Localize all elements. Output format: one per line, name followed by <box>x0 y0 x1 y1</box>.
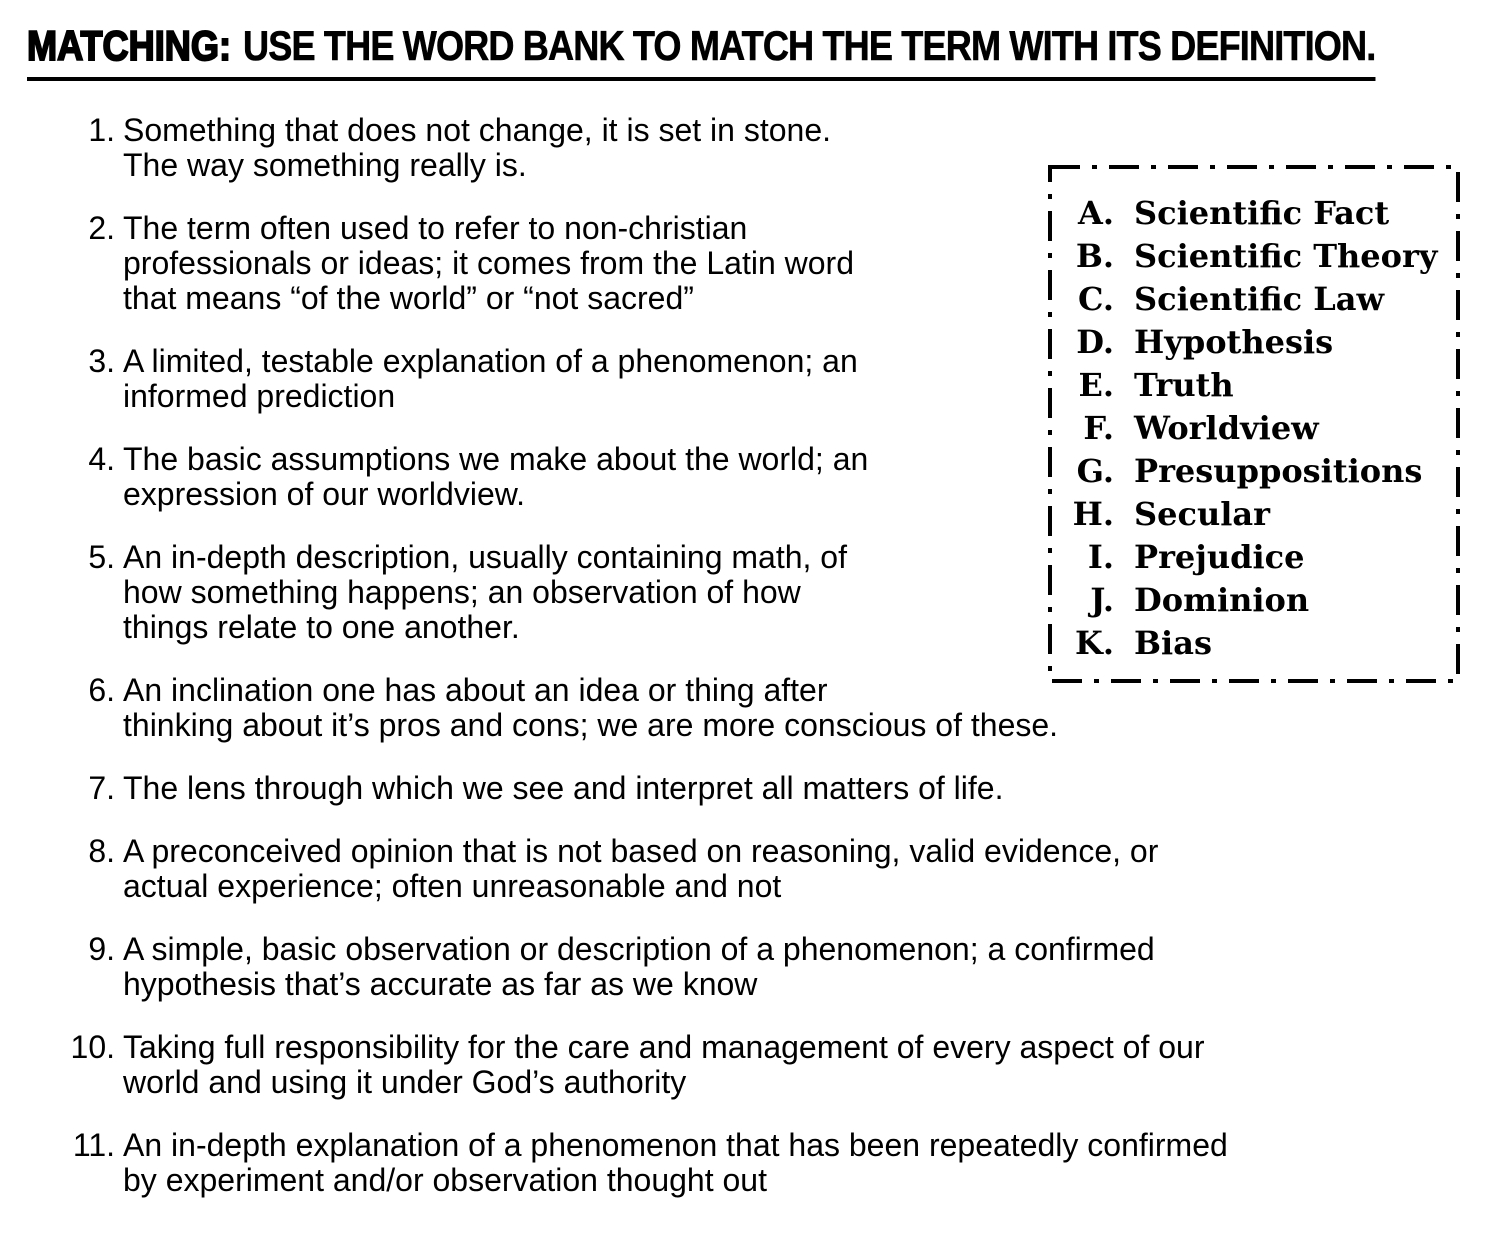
question-line: A preconceived opinion that is not based on reasoning, valid evidence, or <box>123 833 1159 869</box>
entry-letter: G. <box>1076 452 1114 490</box>
question-item <box>70 1128 1470 1198</box>
question-line: informed prediction <box>123 378 396 414</box>
question-item <box>70 113 1470 183</box>
question-line: that means “of the world” or “not sacred” <box>123 280 694 316</box>
entry-term: Bias <box>1134 624 1212 662</box>
question-item <box>70 1030 1470 1100</box>
question-line: The term often used to refer to non-christian <box>123 210 748 246</box>
entry-term: Scientific Theory <box>1134 237 1438 275</box>
question-line: Taking full responsibility for the care and management of every aspect of our <box>123 1029 1205 1065</box>
entry-term: Scientific Fact <box>1134 194 1390 232</box>
entry-letter: D. <box>1076 323 1114 361</box>
entry-letter: B. <box>1075 237 1114 275</box>
question-number: 11. <box>72 1127 115 1163</box>
question-line: An in-depth description, usually containing math, of <box>123 539 847 575</box>
question-line: The way something really is. <box>123 147 527 183</box>
entry-term: Secular <box>1134 495 1270 533</box>
entry-letter: E. <box>1078 366 1114 404</box>
entry-term: Prejudice <box>1134 538 1305 576</box>
question-line: thinking about it’s pros and cons; we are more conscious of these. <box>123 707 1059 743</box>
entry-term: Presuppositions <box>1134 452 1423 490</box>
entry-letter: I. <box>1087 538 1114 576</box>
questions-list <box>70 113 1470 1226</box>
question-line: An inclination one has about an idea or thing after <box>123 672 828 708</box>
entry-letter: J. <box>1090 581 1114 619</box>
question-item <box>70 344 1470 414</box>
question-text <box>123 932 1155 1002</box>
question-text <box>123 540 847 645</box>
entry-term: Dominion <box>1134 581 1310 619</box>
question-number: 9. <box>88 931 115 967</box>
entry-term: Truth <box>1134 366 1234 404</box>
question-item <box>70 442 1470 512</box>
question-item <box>70 540 1470 645</box>
question-line: expression of our worldview. <box>123 476 525 512</box>
question-text <box>123 673 1058 743</box>
entry-letter: H. <box>1072 495 1114 533</box>
entry-letter: A. <box>1078 194 1114 232</box>
title-underline-group <box>27 22 1375 81</box>
entry-letter: C. <box>1077 280 1114 318</box>
question-number: 8. <box>88 833 115 869</box>
question-number: 7. <box>88 770 115 806</box>
question-line: The lens through which we see and interpret all matters of life. <box>123 770 1004 806</box>
question-number: 6. <box>88 672 115 708</box>
question-text <box>123 211 854 316</box>
question-number: 4. <box>88 441 115 477</box>
question-text <box>123 834 1158 904</box>
question-line: A limited, testable explanation of a phenomenon; an <box>123 343 858 379</box>
entry-letter: F. <box>1083 409 1114 447</box>
question-text <box>123 113 831 183</box>
question-text <box>123 442 868 512</box>
question-line: world and using it under God’s authority <box>123 1064 687 1100</box>
question-number: 10. <box>70 1029 115 1065</box>
question-line: A simple, basic observation or description of a phenomenon; a confirmed <box>123 931 1155 967</box>
question-item <box>70 771 1470 806</box>
question-line: how something happens; an observation of how <box>123 574 801 610</box>
question-line: An in-depth explanation of a phenomenon that has been repeatedly confirmed <box>123 1127 1228 1163</box>
question-line: Something that does not change, it is set in stone. <box>123 112 831 148</box>
question-item <box>70 932 1470 1002</box>
question-line: by experiment and/or observation thought out <box>123 1162 767 1198</box>
question-line: professionals or ideas; it comes from the Latin word <box>123 245 854 281</box>
question-line: hypothesis that’s accurate as far as we know <box>123 966 758 1002</box>
entry-term: Worldview <box>1134 409 1319 447</box>
question-number: 1. <box>88 112 115 148</box>
question-text <box>123 771 1003 806</box>
matching-label: MATCHING: <box>27 22 231 69</box>
entry-letter: K. <box>1075 624 1114 662</box>
question-number: 3. <box>88 343 115 379</box>
entry-term: Scientific Law <box>1134 280 1384 318</box>
question-number: 2. <box>88 210 115 246</box>
question-item <box>70 673 1470 743</box>
question-line: actual experience; often unreasonable and not <box>123 868 782 904</box>
question-line: The basic assumptions we make about the world; an <box>123 441 869 477</box>
question-number: 5. <box>88 539 115 575</box>
question-line: things relate to one another. <box>123 609 520 645</box>
page-title <box>27 22 1486 81</box>
question-text <box>123 344 858 414</box>
question-item <box>70 834 1470 904</box>
question-text <box>123 1030 1204 1100</box>
title-instruction: USE THE WORD BANK TO MATCH THE TERM WITH ITS DEFINITION. <box>243 22 1376 69</box>
entry-term: Hypothesis <box>1134 323 1334 361</box>
question-text <box>123 1128 1228 1198</box>
question-item <box>70 211 1470 316</box>
